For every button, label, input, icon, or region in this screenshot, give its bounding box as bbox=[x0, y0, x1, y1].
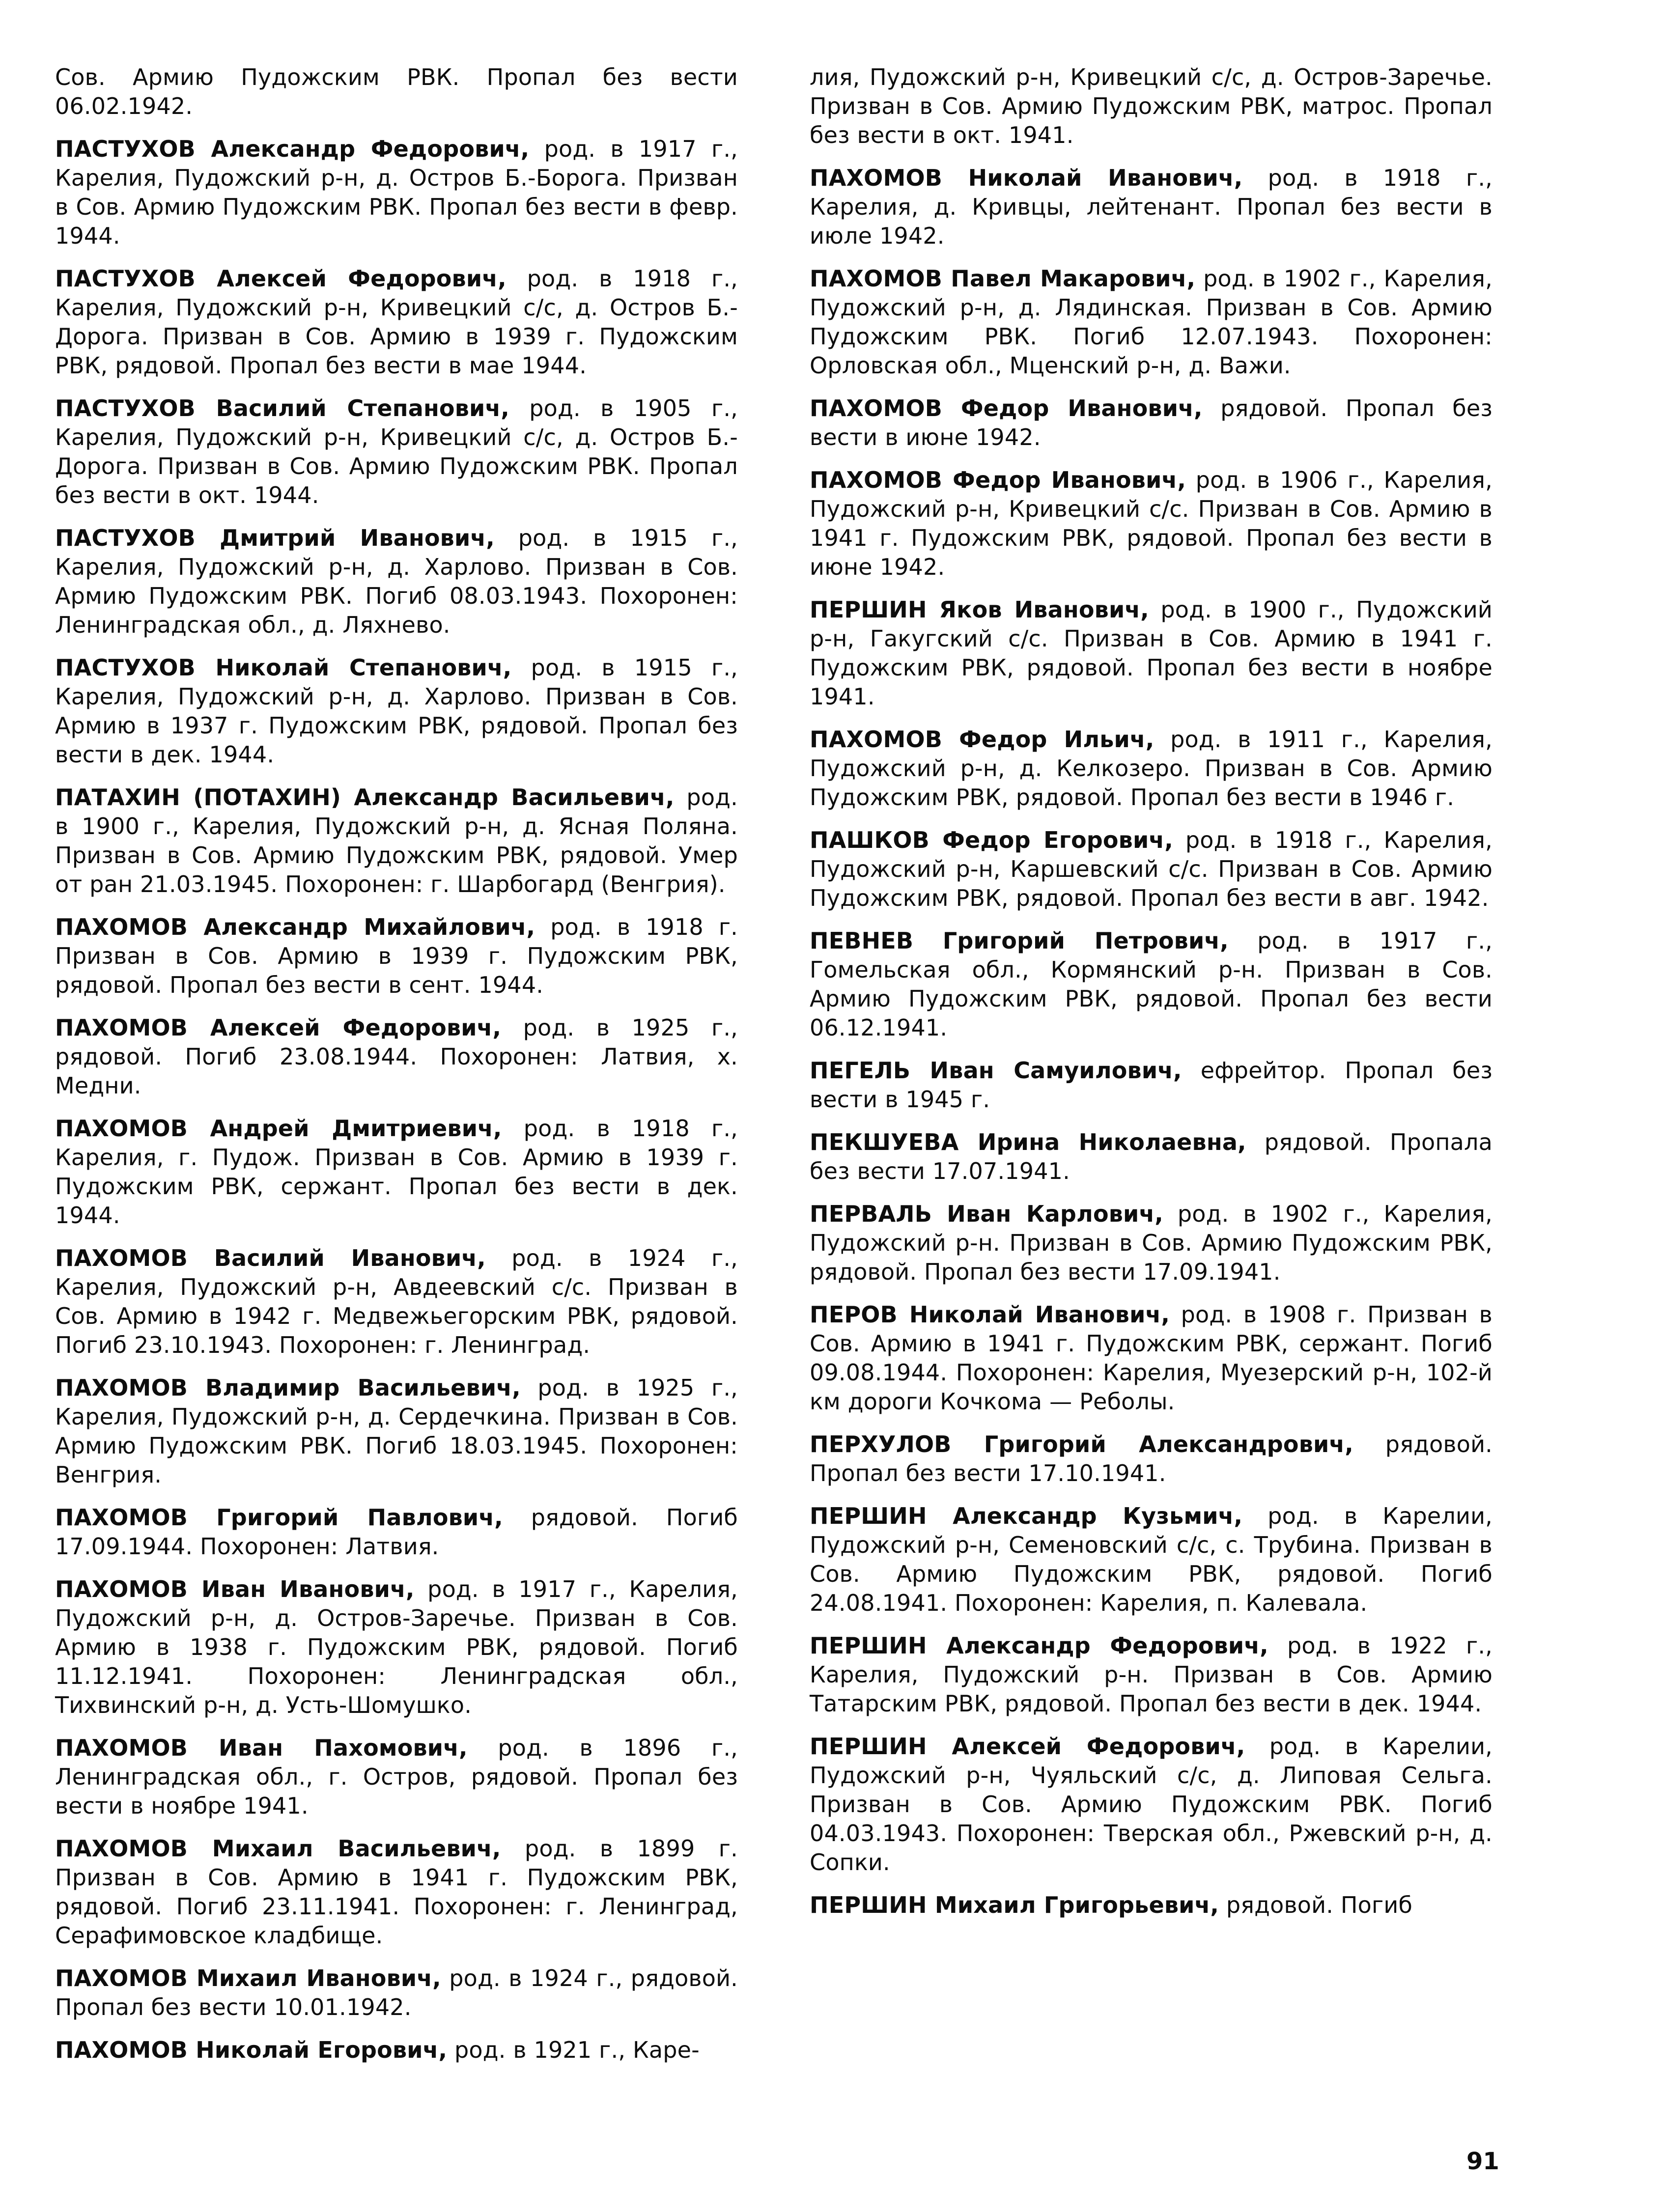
memorial-entry bbox=[55, 653, 738, 769]
memorial-entry bbox=[810, 1502, 1493, 1618]
memorial-entry bbox=[810, 926, 1493, 1042]
memorial-entry bbox=[55, 1013, 738, 1100]
person-name: ПАХОМОВ Алексей Федорович, bbox=[55, 1014, 502, 1041]
person-name: ПАХОМОВ Федор Ильич, bbox=[810, 726, 1155, 753]
entry-details: род. в 1900 г., Карелия, Пудожский р-н, д. Ясная Поляна. Призван в Сов. Армию Пудожским РВК, рядовой. Умер от ран 21.03.1945. Похоронен: г. Шарбогард (Венгрия). bbox=[55, 784, 738, 897]
entry-details: род. в 1905 г., Карелия, Пудожский р-н, Кривецкий с/с, д. Остров Б.-Дорога. Призван в Сов. Армию Пудожским РВК. Пропал без вести в окт. 1944. bbox=[55, 395, 738, 508]
entry-details: лия, Пудожский р-н, Кривецкий с/с, д. Остров-Заречье. Призван в Сов. Армию Пудожским РВК, матрос. Пропал без вести в окт. 1941. bbox=[810, 64, 1493, 148]
person-name: ПЕРШИН Михаил Григорьевич, bbox=[810, 1892, 1219, 1918]
entry-details: род. в 1902 г., Карелия, Пудожский р-н, д. Лядинская. Призван в Сов. Армию Пудожским РВК. Погиб 12.07.1943. Похоронен: Орловская обл., Мценский р-н, д. Важи. bbox=[810, 265, 1493, 379]
person-name: ПЕКШУЕВА Ирина Николаевна, bbox=[810, 1129, 1246, 1155]
memorial-entry bbox=[810, 394, 1493, 452]
memorial-entry bbox=[55, 1114, 738, 1230]
entry-details: род. в 1915 г., Карелия, Пудожский р-н, д. Харлово. Призван в Сов. Армию в 1937 г. Пудожским РВК, рядовой. Пропал без вести в дек. 1944. bbox=[55, 654, 738, 768]
memorial-entry bbox=[55, 1575, 738, 1720]
memorial-entry bbox=[810, 63, 1493, 150]
entry-details: Сов. Армию Пудожским РВК. Пропал без вести 06.02.1942. bbox=[55, 64, 738, 119]
memorial-entry bbox=[810, 1891, 1493, 1920]
person-name: ПЕРШИН Алексей Федорович, bbox=[810, 1733, 1245, 1760]
entry-details: род. в 1918 г., Карелия, Пудожский р-н, Кривецкий с/с, д. Остров Б.-Дорога. Призван в Сов. Армию в 1939 г. Пудожским РВК, рядовой. Пропал без вести в мае 1944. bbox=[55, 265, 738, 379]
person-name: ПАХОМОВ Михаил Иванович, bbox=[55, 1965, 441, 1991]
memorial-entry bbox=[810, 1300, 1493, 1416]
person-name: ПАХОМОВ Михаил Васильевич, bbox=[55, 1835, 501, 1862]
entry-details: рядовой. Погиб bbox=[1226, 1892, 1413, 1918]
entry-details: род. в 1918 г., Карелия, д. Кривцы, лейтенант. Пропал без вести в июле 1942. bbox=[810, 165, 1493, 249]
memorial-entry bbox=[55, 1734, 738, 1820]
entry-details: род. в 1925 г., рядовой. Погиб 23.08.1944. Похоронен: Латвия, х. Медни. bbox=[55, 1014, 738, 1099]
person-name: ПАХОМОВ Александр Михайлович, bbox=[55, 914, 535, 940]
entry-details: род. в 1925 г., Карелия, Пудожский р-н, д. Сердечкина. Призван в Сов. Армию Пудожским РВК. Погиб 18.03.1945. Похоронен: Венгрия. bbox=[55, 1374, 738, 1488]
memorial-entry bbox=[55, 1964, 738, 2022]
entry-details: род. в 1906 г., Карелия, Пудожский р-н, Кривецкий с/с. Призван в Сов. Армию в 1941 г. Пудожским РВК, рядовой. Пропал без вести в июне 1942. bbox=[810, 467, 1493, 580]
memorial-entry bbox=[810, 1631, 1493, 1718]
memorial-entry bbox=[810, 1056, 1493, 1114]
person-name: ПАХОМОВ Андрей Дмитриевич, bbox=[55, 1115, 502, 1142]
person-name: ПАШКОВ Федор Егорович, bbox=[810, 827, 1173, 853]
entry-details: род. в 1911 г., Карелия, Пудожский р-н, д. Келкозеро. Призван в Сов. Армию Пудожским РВК, рядовой. Пропал без вести в 1946 г. bbox=[810, 726, 1493, 811]
memorial-entry bbox=[55, 2036, 738, 2065]
memorial-entry bbox=[55, 1834, 738, 1950]
entry-details: рядовой. Погиб 17.09.1944. Похоронен: Латвия. bbox=[55, 1504, 738, 1560]
memorial-entry bbox=[810, 164, 1493, 251]
entry-details: рядовой. Пропала без вести 17.07.1941. bbox=[810, 1129, 1493, 1184]
memorial-entry bbox=[55, 135, 738, 251]
entry-details: род. в 1918 г., Карелия, г. Пудож. Призван в Сов. Армию в 1939 г. Пудожским РВК, сержант. Пропал без вести в дек. 1944. bbox=[55, 1115, 738, 1229]
person-name: ПЕГЕЛЬ Иван Самуилович, bbox=[810, 1057, 1182, 1084]
memorial-entry bbox=[810, 725, 1493, 812]
entry-details: род. в 1924 г., рядовой. Пропал без вести 10.01.1942. bbox=[55, 1965, 738, 2020]
memorial-entry bbox=[810, 595, 1493, 711]
person-name: ПЕВНЕВ Григорий Петрович, bbox=[810, 927, 1229, 954]
memorial-entry bbox=[810, 264, 1493, 380]
memorial-entry bbox=[55, 1244, 738, 1360]
entry-details: род. в 1899 г. Призван в Сов. Армию в 1941 г. Пудожским РВК, рядовой. Погиб 23.11.1941. Похоронен: г. Ленинград, Серафимовское кладбище. bbox=[55, 1835, 738, 1949]
person-name: ПАСТУХОВ Дмитрий Иванович, bbox=[55, 525, 495, 551]
memorial-entry bbox=[55, 524, 738, 640]
entry-details: ефрейтор. Пропал без вести в 1945 г. bbox=[810, 1057, 1493, 1113]
person-name: ПАХОМОВ Федор Иванович, bbox=[810, 395, 1203, 421]
entry-details: рядовой. Пропал без вести в июне 1942. bbox=[810, 395, 1493, 450]
memorial-entry bbox=[55, 783, 738, 899]
memorial-entry bbox=[810, 1430, 1493, 1488]
memorial-entry bbox=[810, 1200, 1493, 1287]
person-name: ПЕРОВ Николай Иванович, bbox=[810, 1301, 1170, 1328]
person-name: ПАХОМОВ Василий Иванович, bbox=[55, 1245, 486, 1271]
person-name: ПАТАХИН (ПОТАХИН) Александр Васильевич, bbox=[55, 784, 675, 811]
person-name: ПЕРШИН Яков Иванович, bbox=[810, 596, 1149, 623]
person-name: ПАХОМОВ Иван Пахомович, bbox=[55, 1735, 468, 1761]
person-name: ПАХОМОВ Федор Иванович, bbox=[810, 467, 1186, 493]
person-name: ПАХОМОВ Иван Иванович, bbox=[55, 1576, 415, 1602]
entry-details: род. в 1918 г. Призван в Сов. Армию в 1939 г. Пудожским РВК, рядовой. Пропал без вести в сент. 1944. bbox=[55, 914, 738, 998]
entry-details: рядовой. Пропал без вести 17.10.1941. bbox=[810, 1431, 1493, 1486]
memorial-entry bbox=[55, 1503, 738, 1561]
person-name: ПЕРХУЛОВ Григорий Александрович, bbox=[810, 1431, 1353, 1457]
memorial-entry bbox=[810, 466, 1493, 582]
memorial-entry bbox=[55, 63, 738, 121]
entry-details: род. в 1900 г., Пудожский р-н, Гакугский с/с. Призван в Сов. Армию в 1941 г. Пудожским РВК, рядовой. Пропал без вести в ноябре 1941. bbox=[810, 596, 1493, 710]
right-column bbox=[810, 63, 1493, 1933]
entry-details: род. в 1918 г., Карелия, Пудожский р-н, Каршевский с/с. Призван в Сов. Армию Пудожским РВК, рядовой. Пропал без вести в авг. 1942. bbox=[810, 827, 1493, 911]
entry-details: род. в Карелии, Пудожский р-н, Семеновский с/с, с. Трубина. Призван в Сов. Армию Пудожским РВК, рядовой. Погиб 24.08.1941. Похоронен: Карелия, п. Калевала. bbox=[810, 1503, 1493, 1616]
memorial-entry bbox=[55, 913, 738, 1000]
person-name: ПАХОМОВ Владимир Васильевич, bbox=[55, 1374, 521, 1401]
person-name: ПАСТУХОВ Василий Степанович, bbox=[55, 395, 509, 421]
entry-details: род. в 1915 г., Карелия, Пудожский р-н, д. Харлово. Призван в Сов. Армию Пудожским РВК. Погиб 08.03.1943. Похоронен: Ленинградская обл., д. Ляхнево. bbox=[55, 525, 738, 638]
person-name: ПЕРШИН Александр Федорович, bbox=[810, 1632, 1268, 1659]
entry-details: род. в 1908 г. Призван в Сов. Армию в 1941 г. Пудожским РВК, сержант. Погиб 09.08.1944. Похоронен: Карелия, Муезерский р-н, 102-й км дороги Кочкома — Реболы. bbox=[810, 1301, 1493, 1415]
entry-details: род. в 1917 г., Карелия, Пудожский р-н, д. Остров-Заречье. Призван в Сов. Армию в 1938 г. Пудожским РВК, рядовой. Погиб 11.12.1941. Похоронен: Ленинградская обл., Тихвинский р-н, д. Усть-Шомушко. bbox=[55, 1576, 738, 1718]
person-name: ПЕРШИН Александр Кузьмич, bbox=[810, 1503, 1243, 1529]
entry-details: род. в Карелии, Пудожский р-н, Чуяльский с/с, д. Липовая Сельга. Призван в Сов. Армию Пудожским РВК. Погиб 04.03.1943. Похоронен: Тверская обл., Ржевский р-н, д. Сопки. bbox=[810, 1733, 1493, 1876]
left-column bbox=[55, 63, 738, 2078]
person-name: ПАХОМОВ Николай Иванович, bbox=[810, 165, 1243, 191]
page-number: 91 bbox=[1466, 2148, 1499, 2175]
person-name: ПАХОМОВ Григорий Павлович, bbox=[55, 1504, 503, 1531]
entry-details: род. в 1896 г., Ленинградская обл., г. Остров, рядовой. Пропал без вести в ноябре 1941. bbox=[55, 1735, 738, 1819]
entry-details: род. в 1917 г., Карелия, Пудожский р-н, д. Остров Б.-Борога. Призван в Сов. Армию Пудожским РВК. Пропал без вести в февр. 1944. bbox=[55, 136, 738, 249]
person-name: ПАСТУХОВ Николай Степанович, bbox=[55, 654, 512, 681]
person-name: ПАХОМОВ Николай Егорович, bbox=[55, 2037, 448, 2063]
memorial-entry bbox=[810, 1128, 1493, 1186]
entry-details: род. в 1922 г., Карелия, Пудожский р-н. Призван в Сов. Армию Татарским РВК, рядовой. Пропал без вести в дек. 1944. bbox=[810, 1632, 1493, 1717]
memorial-entry bbox=[810, 826, 1493, 913]
person-name: ПЕРВАЛЬ Иван Карлович, bbox=[810, 1201, 1163, 1227]
person-name: ПАХОМОВ Павел Макарович, bbox=[810, 265, 1196, 292]
entry-details: род. в 1917 г., Гомельская обл., Кормянский р-н. Призван в Сов. Армию Пудожским РВК, рядовой. Пропал без вести 06.12.1941. bbox=[810, 927, 1493, 1041]
memorial-entry bbox=[55, 394, 738, 510]
person-name: ПАСТУХОВ Александр Федорович, bbox=[55, 136, 530, 162]
entry-details: род. в 1924 г., Карелия, Пудожский р-н, Авдеевский с/с. Призван в Сов. Армию в 1942 г. Медвежьегорским РВК, рядовой. Погиб 23.10.1943. Похоронен: г. Ленинград. bbox=[55, 1245, 738, 1358]
memorial-entry bbox=[55, 264, 738, 380]
memorial-entry bbox=[810, 1732, 1493, 1877]
entry-details: род. в 1902 г., Карелия, Пудожский р-н. Призван в Сов. Армию Пудожским РВК, рядовой. Пропал без вести 17.09.1941. bbox=[810, 1201, 1493, 1285]
person-name: ПАСТУХОВ Алексей Федорович, bbox=[55, 265, 507, 292]
entry-details: род. в 1921 г., Каре- bbox=[454, 2037, 700, 2063]
memorial-entry bbox=[55, 1373, 738, 1489]
